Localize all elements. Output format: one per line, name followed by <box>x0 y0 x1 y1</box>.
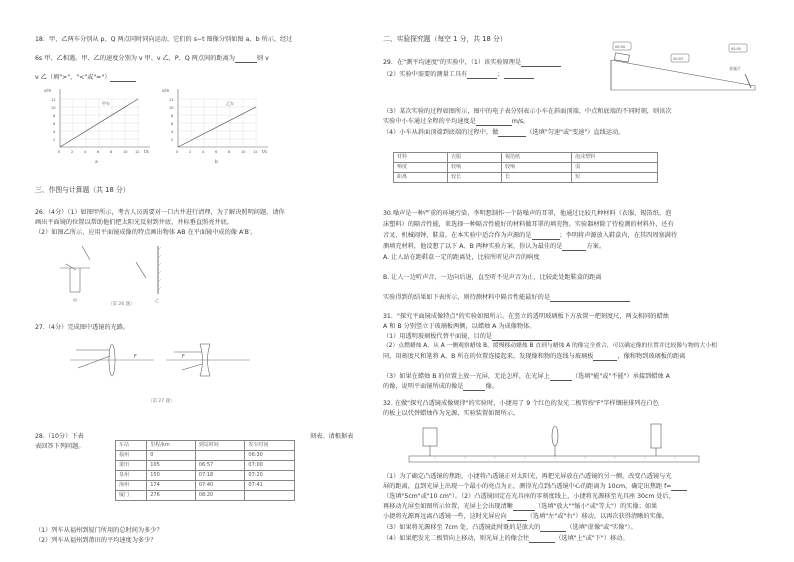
q32-part5-tail: （选填"左"或"右"）移动，以再次获得清晰的实像。 <box>526 513 669 520</box>
q29-line4-text: 实验中小车通过全程的平均速度是 <box>383 118 476 125</box>
q31-line5-text: 同，用刻度尺和笔将 A、B 所在的位置连接起来，发现像和物的连线与玻璃板 <box>383 353 594 360</box>
svg-text:6: 6 <box>171 122 174 126</box>
q26-lab-jia: 甲 <box>73 298 77 303</box>
q31-line7 <box>383 382 498 391</box>
q32-part7-tail: （选填"上"或"下"）移动。 <box>555 535 629 542</box>
svg-text:2: 2 <box>71 150 74 154</box>
q26-line3: （2）如图乙所示，应用平面镜成像的特点画出物体 AB 在平面镜中成的像 A′B′。 <box>35 229 257 236</box>
svg-text:6: 6 <box>53 122 56 126</box>
q30-option-a: A. 让人站在距鞋盒一定的距离处，比较所听见声音的响度 <box>383 254 540 261</box>
q29-line4 <box>383 117 529 126</box>
q32-part7 <box>383 534 629 543</box>
clock-1: 00:00 <box>615 45 626 49</box>
q18-line2-text: 6s 甲、乙相遇。甲、乙的速度分别为 v 甲、v 乙，P、Q 两点间的距离为 <box>35 55 235 62</box>
q28-line1a: 28.（10分）下表 <box>35 433 84 440</box>
q29-line4-tail: m/s。 <box>511 118 530 125</box>
q31-line6-tail: （选填"能"或"不能"）承接到蜡烛 A <box>571 373 670 380</box>
q31-line7-text: 的像，说明平面镜所成的像是 <box>383 383 464 390</box>
table-row: 厦门 276 08:20 <box>116 491 295 501</box>
svg-text:10: 10 <box>241 150 246 154</box>
q31-line6 <box>383 372 670 381</box>
q27-figure <box>70 338 250 388</box>
noise-material-table <box>393 152 658 183</box>
q28-part2: （2）列车从福州到莆田的平均速度为多少？ <box>35 537 157 544</box>
table-row: 响度 较响 较响 弱 <box>394 163 658 173</box>
q18-line2 <box>35 54 269 63</box>
q32-part4-text: 再移动光屏至如图所示位置，光屏上会出现清晰 <box>383 503 513 510</box>
q30-line2: 沫塑料）的隔音性能，来选择一种隔音性能好的材料做耳罩的填充物。实验器材除了待检测的材料外，还有 <box>383 221 674 228</box>
q18-a-label: a <box>95 160 98 165</box>
q28-timetable <box>115 440 295 501</box>
svg-text:4: 4 <box>53 130 56 134</box>
svg-text:10: 10 <box>169 106 174 110</box>
q32-part2 <box>383 482 687 491</box>
svg-text:4: 4 <box>84 150 87 154</box>
q30-line7 <box>383 293 630 302</box>
q29-line5-tail: （选填"匀速"或"变速"）直线运动。 <box>526 129 625 136</box>
q32-part6-text: （3）如果将光源移至 7cm 处，凸透镜此时既的是放大的 <box>383 524 541 531</box>
q29-line2-tail: ； <box>497 71 504 78</box>
q31-line5 <box>383 352 685 361</box>
table-row: 福州 0 06:30 <box>116 451 295 461</box>
q26-line1: 26.（4分）（1）如图甲所示，考古人员需要对一口古井进行清理，为了解决照明问题，请你 <box>35 209 285 216</box>
q32-optical-bench-figure <box>405 420 705 468</box>
table-row: 车站 里程/km 到站时间 发车时间 <box>116 441 295 451</box>
q29-line1-text: 29．在"测平均速度"的实验中，（1）该实验原理是 <box>383 59 522 66</box>
q32-part7-text: （4）如果把发光二极管向上移动，则光屏上的像会往 <box>383 535 530 542</box>
q18-b-series: 乙车 <box>226 101 234 106</box>
q18-figure-b <box>160 85 280 165</box>
q27-lab-f1: F <box>134 354 137 360</box>
q31-line5-tail: ，像和物到玻璃板的距离 <box>617 353 686 360</box>
q29-line1 <box>383 58 561 67</box>
q18-b-xlabel: t/s <box>262 149 267 154</box>
q31-line2: A 和 B 分别竖立于玻璃板两侧，以蜡烛 A 为成像物体。 <box>383 323 536 330</box>
q27-line1: 27.（4分）完成图中透镜的光路。 <box>35 324 130 331</box>
q32-part2-text: 屏的距离，直到光屏上出现一个最小的亮点为止，测得光点到凸透镜中心的距离为 10cm，确定出焦距 f= <box>383 483 672 490</box>
q30-option-b: B. 让人一边听声音，一边向后退，直至听不见声音为止，比较此处距鞋盒的距离 <box>383 274 602 281</box>
q27-caption: （第 27 题） <box>148 399 175 404</box>
q30-line4-tail: 方案。 <box>586 243 606 250</box>
q32-part6-tail: （选填"虚像"或"实像"）。 <box>566 524 637 531</box>
table-row: 漳州 174 07:40 07:41 <box>116 481 295 491</box>
q18-line1: 18．甲、乙两车分别从 p、Q 两点同时同向运动，它们的 s−t 图像分别如图 a、b 所示，经过 <box>35 36 293 43</box>
q31-line3-text: （1）用透明玻璃板代替平面镜，目的是 <box>383 333 493 340</box>
q18-a-ylabel: s/m <box>44 88 52 93</box>
q29-line2 <box>383 70 534 79</box>
q32-part4 <box>383 502 657 511</box>
q32-part5-text: 小捷将光源再远离凸透镜一些，这时光屏应向 <box>383 513 507 520</box>
svg-text:8: 8 <box>53 114 56 118</box>
clock-2: 00:03 <box>673 57 684 61</box>
q31-line3 <box>383 332 552 341</box>
table-row: 材料 衣服 锡箔纸 泡沫塑料 <box>394 153 658 163</box>
q31-line6-text: （3）如果在蜡烛 B 的位置上放一光屏，无论怎样，在光屏上 <box>383 373 550 380</box>
svg-text:2: 2 <box>53 138 56 142</box>
svg-text:12: 12 <box>169 98 174 102</box>
q27-lab-f2: F <box>182 354 185 360</box>
svg-text:10: 10 <box>51 106 56 110</box>
svg-text:4: 4 <box>202 150 205 154</box>
svg-text:12: 12 <box>253 150 258 154</box>
q32-line1: 32. 在做"探究凸透镜成像规律"的实验时，小捷用了 9 个红色的发光二极管按"F"字样镶嵌排列在白色 <box>383 400 659 407</box>
table-row: 莆田 105 06:57 07:00 <box>116 461 295 471</box>
svg-text:10: 10 <box>123 150 128 154</box>
q18-b-ylabel: s/m <box>162 88 170 93</box>
q32-part5 <box>383 512 668 521</box>
q28-part1: （1）列车从福州到厦门所用的总时间为多少？ <box>35 527 163 534</box>
section3-title: 三、作图与计算题（共 18 分） <box>35 186 130 194</box>
q31-line7-tail: 像。 <box>485 383 498 390</box>
q18-line3 <box>35 73 136 82</box>
q18-b-label: b <box>215 160 218 165</box>
q32-part3: （选填"5cm"或"10 cm"）。（2）凸透镜固定在光具座的零刻度线上，小捷将光源移至光具座 30cm 处后， <box>383 493 675 500</box>
q18-figure-a <box>40 85 160 165</box>
q26-line2: 画出平面镜的位置以帮助他们把太阳光反射到井底，并标垂直照亮井底。 <box>35 219 233 226</box>
q30-line3-text: 音叉、机械闹钟、鞋盒。在本实验中适合作为声源的是 <box>383 232 532 239</box>
svg-text:6: 6 <box>215 150 218 154</box>
q28-line2: 表回答下列问题。 <box>35 443 85 450</box>
svg-text:12: 12 <box>135 150 140 154</box>
q31-line1: 31．"探究平面镜成像特点"的实验如图所示。在竖立的透明玻璃板下方放置一把刻度尺，两支相同的蜡烛 <box>383 313 669 320</box>
svg-text:2: 2 <box>189 150 192 154</box>
q18-line3-text: v 乙（填">"、"<"或"="） <box>35 74 111 81</box>
q29-line2-text: （2）实验中需要的测量工具有 <box>383 71 468 78</box>
q18-a-series: 甲车 <box>102 101 110 106</box>
q29-incline-figure <box>605 40 760 100</box>
clock-3: 00:05 <box>731 47 742 51</box>
table-row: 泉州 150 07:18 07:20 <box>116 471 295 481</box>
q26-lab-yi: 乙 <box>155 298 159 303</box>
q29-fig-label: 金属片 <box>729 66 741 71</box>
q29-line5-text: （4）小车从斜面顶端到底端的过程中，做 <box>383 129 499 136</box>
q30-line4 <box>383 242 605 251</box>
svg-text:2: 2 <box>171 138 174 142</box>
q29-line5 <box>383 128 624 137</box>
q30-line1: 30.噪声是一种严重的环境污染，李明想制作一个防噪声的耳罩，他通过比较几种材料（衣服、锡箔纸、泡 <box>383 210 672 217</box>
svg-text:8: 8 <box>171 114 174 118</box>
svg-text:8: 8 <box>110 150 113 154</box>
q32-line2: 的板上以代替蜡烛作为光源，实验装置如图所示。 <box>383 410 520 417</box>
q32-part1: （1）为了确定凸透镜的焦距，小捷将凸透镜正对太阳光，再把光屏放在凸透镜的另一侧，改变凸透镜与光 <box>383 473 672 480</box>
q32-part6 <box>383 523 637 532</box>
svg-text:0: 0 <box>58 150 61 154</box>
table-row: 距离 较长 长 短 <box>394 173 658 183</box>
svg-text:8: 8 <box>228 150 231 154</box>
section2-title: 二、实验探究题（每空 1 分，共 18 分） <box>383 35 507 43</box>
q32-part4-tail: （选填"放大""缩小"或"等大"）的实像；如果 <box>534 503 658 510</box>
q26-caption: （第 26 题） <box>108 302 135 307</box>
svg-text:12: 12 <box>51 98 56 102</box>
q30-line3-tail: ；李明将声源放入鞋盒内，在其四周塞满待 <box>559 232 678 239</box>
svg-text:4: 4 <box>171 130 174 134</box>
q28-line1b: 刻表。请根据表 <box>310 433 354 440</box>
q18-line2-tail: 则 v <box>256 55 269 62</box>
svg-text:6: 6 <box>97 150 100 154</box>
q30-line4-text: 测填充材料，他设想了以下 A、B 两种实验方案，你认为最佳的是 <box>383 243 563 250</box>
q31-line4: （2）点燃蜡烛 A，从 A 一侧观察蜡烛 B，缓慢移动蜡烛 B 直到与蜡烛 A 的像完全重合，可以确定像的位置并比较像与物的大小相 <box>383 343 717 349</box>
q18-a-xlabel: t/s <box>144 149 149 154</box>
q29-line3: （3）某次实验的过程如图所示，图中的电子表分别表示小车在斜面顶端、中点和底端的不同时刻，则该次 <box>383 108 672 115</box>
q30-line7-text: 实验得到的结果如下表所示，则待测材料中隔音性能最好的是 <box>383 294 551 301</box>
q30-line3 <box>383 231 677 240</box>
svg-text:0: 0 <box>176 150 179 154</box>
